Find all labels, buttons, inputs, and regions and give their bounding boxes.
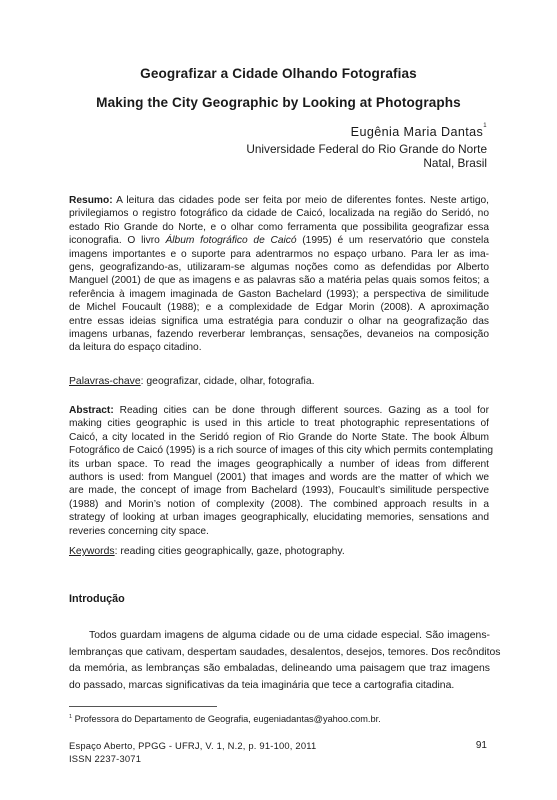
book-title: Álbum fotográfico de Caicó	[165, 235, 297, 247]
resumo-line: entre essas ideias significa uma estratégia para conduzir o olhar na geografização das	[69, 315, 489, 327]
abstract-line: Caicó, a city located in the Seridó region of Rio Grande do Norte State. The book Álbum	[69, 431, 489, 443]
footnote-mark: 1	[69, 714, 73, 720]
abstract-line: strategy of looking at urban images geographically, elucidating memories, sensations and	[69, 512, 489, 524]
resumo-line: de Michel Foucault (1988); e a complexidade de Edgar Morin (2008). A aproximação	[69, 302, 489, 314]
author-name	[351, 125, 487, 139]
abstract-line: (1988) and Morin’s notion of complexity (2008). The combined approach results in a	[69, 498, 489, 510]
intro-line: do passado, marcas significativas da teia imaginária que tece a cartografia citadina.	[69, 679, 455, 691]
abstract-paragraph	[69, 404, 494, 538]
resumo-line: referência à imagem imaginada de Gaston Bachelard (1993); a perspectiva de similitude	[69, 288, 489, 300]
keywords-text: : reading cities geographically, gaze, photography.	[114, 546, 345, 557]
footnote	[69, 714, 381, 724]
resumo-line: imagens urbanas, fazendo reverberar lembranças, sensações, devaneios na composição	[69, 328, 489, 340]
resumo-line: privilegiamos o registro fotográfico da cidade de Caicó, localizada na região do Seridó, no	[69, 208, 489, 220]
title-english: Making the City Geographic by Looking at Photographs	[96, 95, 461, 110]
author-footnote-mark: 1	[483, 123, 487, 129]
journal-issn: ISSN 2237-3071	[69, 753, 142, 764]
intro-line: Todos guardam imagens de alguma cidade ou de uma cidade especial. São imagens-	[89, 630, 490, 641]
abstract-line: Abstract: Reading cities can be done through different sources. Gazing as a tool for	[69, 405, 489, 416]
abstract-line: its urban space. To read the images geographically a number of ideas from different	[69, 458, 489, 470]
palavras-chave-label: Palavras-chave	[69, 376, 141, 387]
resumo-line: gens, geografizando-as, utilizaram-se algumas noções como as defendidas por Alberto	[69, 261, 489, 273]
intro-line: da memória, as lembranças são embaladas, delineando uma paisagem que traz imagens	[69, 663, 490, 675]
abstract-line: Fotográfico de Caicó (1995) is a rich source of images of this city which permits contemplating	[69, 445, 494, 457]
resumo-label: Resumo:	[69, 195, 113, 206]
author-institution: Universidade Federal do Rio Grande do Norte	[246, 142, 487, 156]
palavras-chave-text: : geografizar, cidade, olhar, fotografia.	[140, 376, 315, 387]
section-heading: Introdução	[69, 593, 125, 605]
resumo-paragraph	[69, 194, 489, 355]
abstract-line: making cities geographic is used in this article to treat photographic representations of	[69, 418, 489, 430]
intro-paragraph	[69, 628, 501, 694]
footnote-text: Professora do Departamento de Geografia, eugeniadantas@yahoo.com.br.	[72, 714, 381, 724]
footnote-divider	[69, 706, 217, 707]
keywords-label: Keywords	[69, 546, 115, 557]
resumo-line: estado Rio Grande do Norte, e o olhar como ferramenta que possibilita geografizar essa	[69, 221, 489, 233]
abstract-line: are made, the concept of image from Bachelard (1993), Foucault’s similitude perspective	[69, 485, 489, 497]
resumo-line: imagens importantes e o suporte para adentrarmos no espaço urbano. Para ler as ima-	[69, 248, 489, 260]
intro-line: lembranças que cativam, despertam saudades, desalentos, desejos, temores. Dos recônditos	[69, 646, 501, 658]
keywords	[69, 546, 345, 557]
palavras-chave	[69, 376, 315, 387]
abstract-line: authors is used: from Manguel (2001) that images and words are the matter of which we	[69, 471, 489, 483]
resumo-line: Manguel (2001) de que as imagens e as palavras são a matéria pelas quais somos feitos; a	[69, 275, 489, 287]
resumo-line: da leitura do espaço citadino.	[69, 342, 202, 354]
author-name-text: Eugênia Maria Dantas	[350, 125, 484, 139]
author-location: Natal, Brasil	[423, 156, 487, 170]
abstract-line: reveries concerning city space.	[69, 525, 209, 537]
journal-citation: Espaço Aberto, PPGG - UFRJ, V. 1, N.2, p. 91-100, 2011	[69, 740, 317, 751]
resumo-line: Resumo: A leitura das cidades pode ser feita por meio de diferentes fontes. Neste artigo,	[69, 195, 489, 206]
title-portuguese: Geografizar a Cidade Olhando Fotografias	[140, 66, 417, 81]
page-number: 91	[475, 740, 487, 751]
resumo-line: iconografia. O livro Álbum fotográfico de Caicó (1995) é um reservatório que constela	[69, 235, 489, 247]
abstract-label: Abstract:	[69, 405, 114, 416]
